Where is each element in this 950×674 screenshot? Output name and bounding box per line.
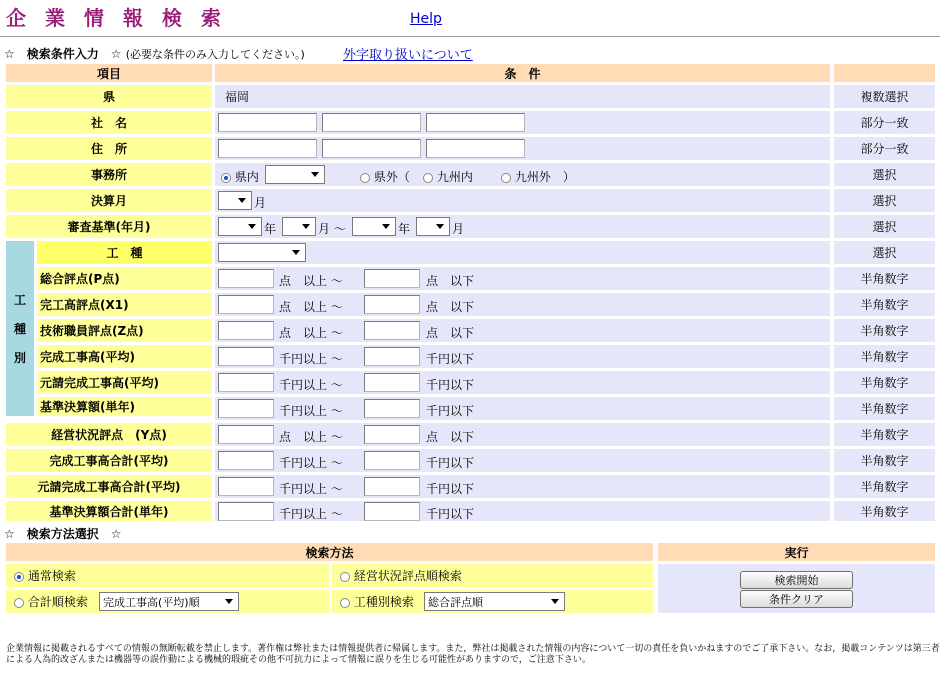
office-out-option[interactable] bbox=[360, 168, 410, 185]
x1-to-input[interactable] bbox=[364, 295, 420, 314]
base-total-from-input[interactable] bbox=[218, 502, 274, 521]
company-input-3[interactable] bbox=[426, 113, 525, 132]
row-label-address: 住 所 bbox=[6, 137, 212, 160]
row-note-settle: 選択 bbox=[834, 189, 935, 212]
prime-avg-to-unit: 千円以下 bbox=[426, 378, 475, 392]
address-input-3[interactable] bbox=[426, 139, 525, 158]
row-note-review: 選択 bbox=[834, 215, 935, 238]
row-cond-kind bbox=[215, 241, 830, 264]
row-label-settle: 決算月 bbox=[6, 189, 212, 212]
p-score-to-unit: 点 以下 bbox=[426, 274, 475, 288]
row-note-y-score: 半角数字 bbox=[834, 423, 935, 446]
base-year-from-input[interactable] bbox=[218, 399, 274, 418]
review-month-tilde: 月 ～ bbox=[318, 222, 346, 236]
radio-icon[interactable] bbox=[423, 173, 433, 183]
method-normal-option[interactable] bbox=[14, 567, 76, 584]
method-kind-label: 工種別検索 bbox=[353, 595, 414, 609]
office-kyushu-in-label: 九州内 bbox=[436, 170, 473, 184]
section-title-text: ☆ 検索条件入力 ☆ bbox=[4, 47, 122, 61]
row-cond-pref bbox=[215, 85, 830, 108]
chevron-down-icon bbox=[292, 250, 300, 255]
method-normal-cell bbox=[6, 564, 329, 587]
row-label-pref: 県 bbox=[6, 85, 212, 108]
row-label-office: 事務所 bbox=[6, 163, 212, 186]
comp-avg-to-input[interactable] bbox=[364, 347, 420, 366]
pref-value[interactable]: 福岡 bbox=[225, 90, 250, 104]
prime-total-to-unit: 千円以下 bbox=[426, 482, 475, 496]
row-label-y-score: 経営状況評点 (Y点) bbox=[6, 423, 212, 446]
y-score-to-unit: 点 以下 bbox=[426, 430, 475, 444]
prime-total-to-input[interactable] bbox=[364, 477, 420, 496]
z-from-unit: 点 以上 ～ bbox=[279, 326, 343, 340]
radio-icon[interactable] bbox=[501, 173, 511, 183]
row-label-comp-total: 完成工事高合計(平均) bbox=[6, 449, 212, 472]
review-to-month-select[interactable] bbox=[416, 217, 450, 236]
comp-total-from-input[interactable] bbox=[218, 451, 274, 470]
x1-from-unit: 点 以上 ～ bbox=[279, 300, 343, 314]
address-input-1[interactable] bbox=[218, 139, 317, 158]
radio-icon[interactable] bbox=[221, 173, 231, 183]
address-input-2[interactable] bbox=[322, 139, 421, 158]
section-note: (必要な条件のみ入力してください。) bbox=[125, 48, 305, 61]
search-section-title bbox=[4, 45, 305, 62]
office-in-select[interactable] bbox=[265, 165, 325, 184]
row-note-x1: 半角数字 bbox=[834, 293, 935, 316]
prime-avg-from-unit: 千円以上 ～ bbox=[279, 378, 343, 392]
chevron-down-icon bbox=[436, 224, 444, 229]
review-year2-unit: 年 bbox=[398, 222, 411, 236]
company-input-2[interactable] bbox=[322, 113, 421, 132]
comp-avg-to-unit: 千円以下 bbox=[426, 352, 475, 366]
review-to-year-select[interactable] bbox=[352, 217, 396, 236]
help-link[interactable]: Help bbox=[410, 11, 442, 27]
base-year-to-input[interactable] bbox=[364, 399, 420, 418]
row-label-company: 社 名 bbox=[6, 111, 212, 134]
review-month2-unit: 月 bbox=[452, 222, 465, 236]
method-normal-label: 通常検索 bbox=[27, 569, 76, 583]
base-year-to-unit: 千円以下 bbox=[426, 404, 475, 418]
radio-icon[interactable] bbox=[14, 572, 24, 582]
row-note-address: 部分一致 bbox=[834, 137, 935, 160]
company-input-1[interactable] bbox=[218, 113, 317, 132]
row-label-z: 技術職員評点(Z点) bbox=[37, 319, 212, 342]
kind-order-select[interactable] bbox=[424, 592, 565, 611]
comp-avg-from-unit: 千円以上 ～ bbox=[279, 352, 343, 366]
row-note-prime-avg: 半角数字 bbox=[834, 371, 935, 394]
p-score-to-input[interactable] bbox=[364, 269, 420, 288]
row-note-office: 選択 bbox=[834, 163, 935, 186]
z-from-input[interactable] bbox=[218, 321, 274, 340]
x1-from-input[interactable] bbox=[218, 295, 274, 314]
office-kyushu-in-option[interactable] bbox=[423, 168, 473, 185]
x1-to-unit: 点 以下 bbox=[426, 300, 475, 314]
side-label-kind bbox=[6, 241, 34, 416]
col-header-cond: 条 件 bbox=[215, 64, 830, 82]
row-note-base-total: 半角数字 bbox=[834, 501, 935, 521]
total-order-select[interactable] bbox=[99, 592, 239, 611]
search-start-button[interactable]: 検索開始 bbox=[740, 571, 853, 589]
method-keiei-cell bbox=[332, 564, 653, 587]
row-label-comp-avg: 完成工事高(平均) bbox=[37, 345, 212, 368]
row-note-p-score: 半角数字 bbox=[834, 267, 935, 290]
radio-icon[interactable] bbox=[360, 173, 370, 183]
col-header-note bbox=[834, 64, 935, 82]
footer-disclaimer: 企業情報に掲載されるすべての情報の無断転載を禁止します。著作権は弊社または情報提供者に帰属します。また，弊社は掲載された情報の内容について一切の責任を負いかねますのでご了承下さい。なお，掲載コンテンツは第三者による人為的改ざんまたは機器等の誤作動による機械的瑕疵その他不可抗力によって情報に誤りを生じる可能性がありますので，ご注意下さい。 bbox=[6, 644, 940, 665]
p-score-from-unit: 点 以上 ～ bbox=[279, 274, 343, 288]
review-from-year-select[interactable] bbox=[218, 217, 262, 236]
chevron-down-icon bbox=[238, 198, 246, 203]
row-cond-settle bbox=[215, 189, 830, 212]
prime-avg-to-input[interactable] bbox=[364, 373, 420, 392]
row-label-p-score: 総合評点(P点) bbox=[37, 267, 212, 290]
y-score-from-input[interactable] bbox=[218, 425, 274, 444]
row-label-x1: 完工高評点(X1) bbox=[37, 293, 212, 316]
row-note-comp-total: 半角数字 bbox=[834, 449, 935, 472]
row-note-base-year: 半角数字 bbox=[834, 397, 935, 420]
method-section-title: ☆ 検索方法選択 ☆ bbox=[4, 527, 122, 541]
p-score-from-input[interactable] bbox=[218, 269, 274, 288]
gaiji-link[interactable]: 外字取り扱いについて bbox=[343, 48, 473, 63]
side-char-1: 工 bbox=[13, 293, 26, 307]
row-note-pref: 複数選択 bbox=[834, 85, 935, 108]
chevron-down-icon bbox=[302, 224, 310, 229]
z-to-input[interactable] bbox=[364, 321, 420, 340]
col-header-exec: 実行 bbox=[658, 543, 935, 561]
chevron-down-icon bbox=[551, 599, 559, 604]
office-out-label: 県外（ bbox=[373, 170, 410, 184]
z-to-unit: 点 以下 bbox=[426, 326, 475, 340]
row-label-base-year: 基準決算額(単年) bbox=[37, 397, 212, 416]
prime-total-from-unit: 千円以上 ～ bbox=[279, 482, 343, 496]
settle-month-select[interactable] bbox=[218, 191, 252, 210]
side-char-3: 別 bbox=[13, 351, 26, 365]
office-in-option[interactable] bbox=[221, 168, 259, 185]
row-note-kind: 選択 bbox=[834, 241, 935, 264]
chevron-down-icon bbox=[225, 599, 233, 604]
review-from-month-select[interactable] bbox=[282, 217, 316, 236]
method-total-option[interactable] bbox=[14, 593, 88, 610]
kind-order-value: 総合評点順 bbox=[428, 595, 483, 609]
y-score-to-input[interactable] bbox=[364, 425, 420, 444]
row-label-kind: 工 種 bbox=[37, 241, 212, 264]
row-note-z: 半角数字 bbox=[834, 319, 935, 342]
row-label-review: 審査基準(年月) bbox=[6, 215, 212, 238]
row-label-base-total: 基準決算額合計(単年) bbox=[6, 501, 212, 521]
row-label-prime-avg: 元請完成工事高(平均) bbox=[37, 371, 212, 394]
radio-icon[interactable] bbox=[340, 572, 350, 582]
y-score-from-unit: 点 以上 ～ bbox=[279, 430, 343, 444]
base-total-to-unit: 千円以下 bbox=[426, 507, 475, 521]
chevron-down-icon bbox=[248, 224, 256, 229]
prime-total-from-input[interactable] bbox=[218, 477, 274, 496]
base-total-to-input[interactable] bbox=[364, 502, 420, 521]
kind-select[interactable] bbox=[218, 243, 306, 262]
base-total-from-unit: 千円以上 ～ bbox=[279, 507, 343, 521]
comp-avg-from-input[interactable] bbox=[218, 347, 274, 366]
method-total-label: 合計順検索 bbox=[27, 595, 88, 609]
header-divider bbox=[0, 36, 940, 37]
radio-icon[interactable] bbox=[14, 598, 24, 608]
method-kind-option[interactable] bbox=[340, 593, 414, 610]
office-kyushu-out-label: 九州外 ） bbox=[514, 170, 575, 184]
comp-total-to-unit: 千円以下 bbox=[426, 456, 475, 470]
chevron-down-icon bbox=[311, 172, 319, 177]
office-in-label: 県内 bbox=[234, 170, 259, 184]
radio-icon[interactable] bbox=[340, 598, 350, 608]
comp-total-to-input[interactable] bbox=[364, 451, 420, 470]
row-note-comp-avg: 半角数字 bbox=[834, 345, 935, 368]
row-label-prime-total: 元請完成工事高合計(平均) bbox=[6, 475, 212, 498]
prime-avg-from-input[interactable] bbox=[218, 373, 274, 392]
col-header-item: 項目 bbox=[6, 64, 212, 82]
col-header-method: 検索方法 bbox=[6, 543, 653, 561]
row-note-company: 部分一致 bbox=[834, 111, 935, 134]
clear-button[interactable]: 条件クリア bbox=[740, 590, 853, 608]
method-keiei-label: 経営状況評点順検索 bbox=[353, 569, 462, 583]
page-title: 企 業 情 報 検 索 bbox=[6, 6, 227, 30]
base-year-from-unit: 千円以上 ～ bbox=[279, 404, 343, 418]
chevron-down-icon bbox=[382, 224, 390, 229]
side-char-2: 種 bbox=[13, 322, 26, 336]
review-year-unit: 年 bbox=[264, 222, 277, 236]
row-note-prime-total: 半角数字 bbox=[834, 475, 935, 498]
method-keiei-option[interactable] bbox=[340, 567, 462, 584]
settle-unit: 月 bbox=[254, 196, 267, 210]
total-order-value: 完成工事高(平均)順 bbox=[103, 595, 200, 609]
office-kyushu-out-option[interactable] bbox=[501, 168, 575, 185]
comp-total-from-unit: 千円以上 ～ bbox=[279, 456, 343, 470]
